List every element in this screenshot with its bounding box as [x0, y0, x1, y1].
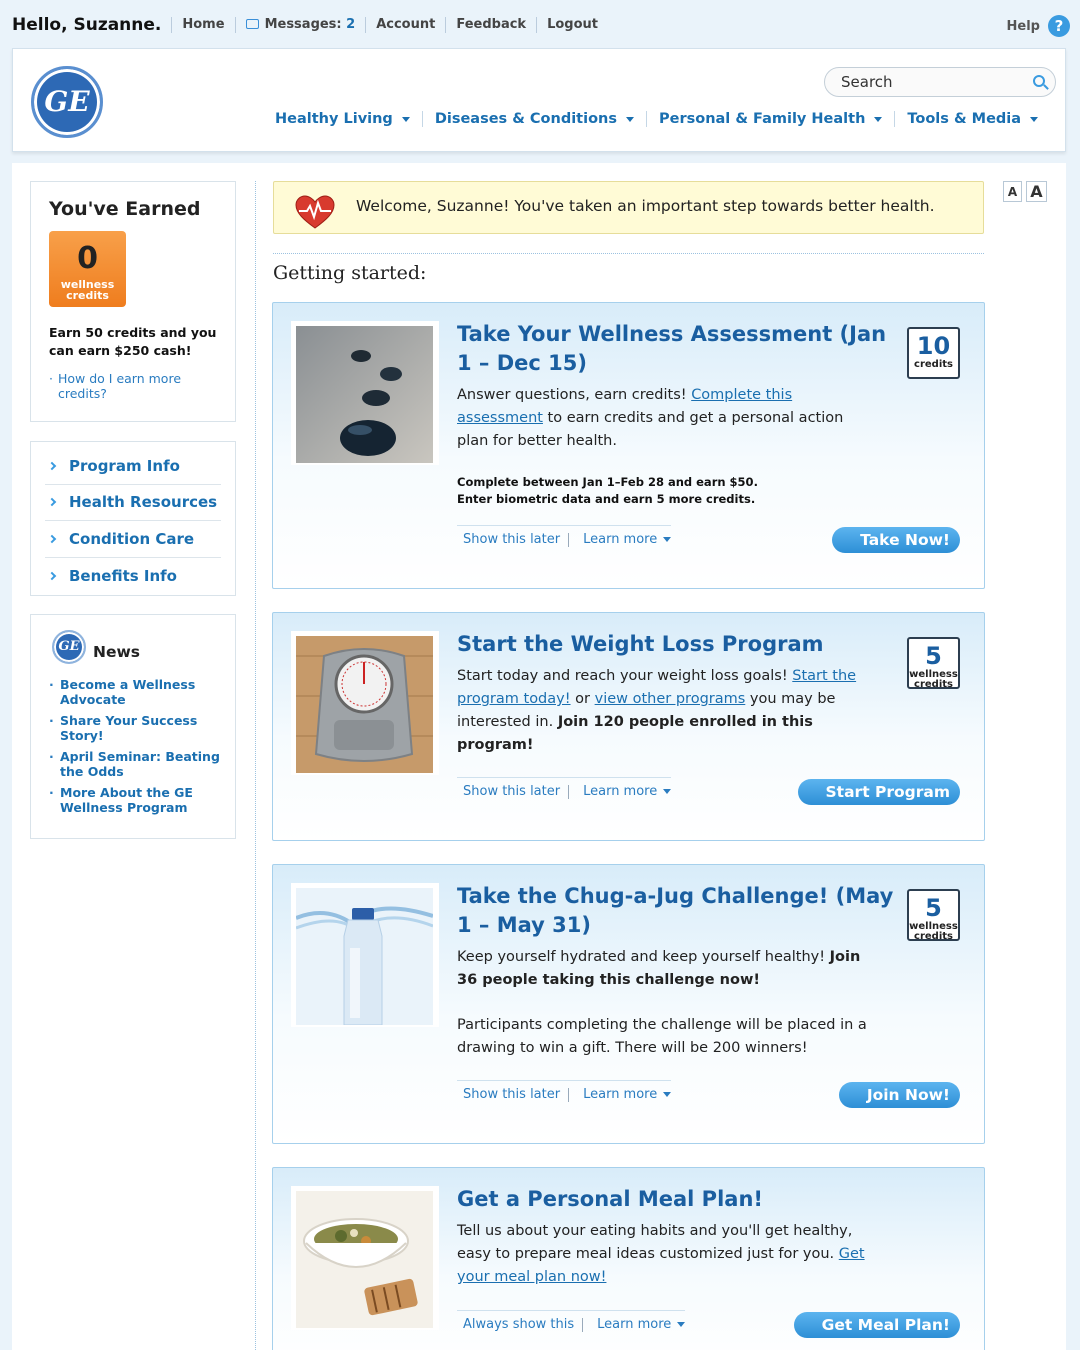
- account-link[interactable]: Account: [365, 17, 445, 33]
- chevron-right-icon: [48, 572, 56, 580]
- fine-line: Complete between Jan 1–Feb 28 and earn $50.: [457, 475, 758, 489]
- badge-number: 5: [925, 642, 942, 670]
- ge-logo-small: GE: [52, 630, 86, 664]
- help-icon: ?: [1048, 15, 1070, 37]
- card-meal-plan: [272, 1167, 985, 1350]
- chevron-down-icon: [874, 117, 882, 122]
- learn-more-label: Learn more: [583, 784, 658, 799]
- desc-text: Keep yourself hydrated and keep yourself healthy!: [457, 949, 830, 965]
- learn-more-label: Learn more: [583, 1087, 658, 1102]
- credit-count: 0: [77, 241, 98, 276]
- menu-label: Benefits Info: [69, 566, 177, 585]
- menu-program-info[interactable]: [45, 448, 221, 485]
- show-later-link[interactable]: Show this later: [457, 1088, 569, 1102]
- search-icon[interactable]: [1033, 75, 1045, 87]
- show-later-link[interactable]: Show this later: [457, 533, 569, 547]
- always-show-link[interactable]: Always show this: [457, 1318, 583, 1332]
- news-panel: [30, 614, 236, 839]
- font-size-large-button[interactable]: A: [1026, 181, 1047, 202]
- menu-label: Health Resources: [69, 493, 218, 512]
- font-size-small-button[interactable]: A: [1003, 181, 1022, 202]
- card-actions: [457, 525, 671, 547]
- site-header: [12, 48, 1066, 152]
- nav-diseases-conditions[interactable]: [422, 111, 646, 127]
- chevron-down-icon: [663, 789, 671, 794]
- desc-text: Tell us about your eating habits and you'll get healthy, easy to prepare meal ideas customized just for you.: [457, 1223, 853, 1262]
- card-description: [457, 946, 877, 992]
- news-list: [49, 677, 224, 821]
- heart-icon: [294, 195, 336, 229]
- main-nav: [275, 111, 1050, 127]
- earn-more-link[interactable]: [49, 371, 199, 401]
- top-utility-bar: [0, 0, 1080, 50]
- card-title: Take the Chug-a-Jug Challenge! (May 1 – May 31): [457, 884, 894, 937]
- nav-label: Personal & Family Health: [659, 111, 866, 127]
- help-link[interactable]: [1007, 15, 1070, 37]
- desc-text: you may be interested in.: [457, 691, 836, 730]
- get-meal-plan-link[interactable]: Get your meal plan now!: [457, 1246, 865, 1285]
- card-fine-print: [457, 474, 887, 508]
- sidebar-divider: [255, 181, 256, 1350]
- badge-label: wellness: [909, 921, 958, 932]
- chevron-down-icon: [663, 537, 671, 542]
- learn-more-link[interactable]: [569, 532, 671, 547]
- start-program-button[interactable]: Start Program: [798, 779, 960, 805]
- chevron-down-icon: [626, 117, 634, 122]
- get-meal-plan-button[interactable]: Get Meal Plan!: [794, 1312, 960, 1338]
- welcome-text: Welcome, Suzanne! You've taken an important step towards better health.: [356, 197, 935, 215]
- credit-counter: [49, 231, 126, 307]
- fine-line: Enter biometric data and earn 5 more credits.: [457, 492, 756, 506]
- meal-image: [291, 1186, 439, 1330]
- learn-more-link[interactable]: [583, 1317, 685, 1332]
- start-program-link[interactable]: Start the program today!: [457, 668, 857, 707]
- badge-label: credits: [914, 679, 953, 690]
- show-later-link[interactable]: Show this later: [457, 785, 569, 799]
- learn-more-link[interactable]: [569, 1087, 671, 1102]
- meal-illustration: [296, 1191, 433, 1328]
- messages-count: 2: [346, 17, 356, 32]
- home-link[interactable]: Home: [171, 17, 234, 33]
- menu-condition-care[interactable]: [45, 521, 221, 558]
- search-input[interactable]: [824, 67, 1056, 97]
- program-menu: [30, 441, 236, 596]
- envelope-icon: [246, 19, 259, 29]
- chevron-down-icon: [402, 117, 410, 122]
- credit-badge: [907, 889, 960, 941]
- news-item[interactable]: [49, 785, 224, 815]
- badge-label: credits: [914, 931, 953, 942]
- card-description: [457, 665, 877, 757]
- nav-label: Healthy Living: [275, 111, 393, 127]
- nav-label: Tools & Media: [907, 111, 1022, 127]
- bullet: ·: [49, 713, 54, 728]
- desc-bold: Join 36 people taking this challenge now!: [457, 949, 861, 988]
- bullet: ·: [49, 749, 54, 764]
- card-title: Start the Weight Loss Program: [457, 632, 824, 656]
- desc-text: Start today and reach your weight loss goals!: [457, 668, 793, 684]
- learn-more-label: Learn more: [583, 532, 658, 547]
- search-placeholder: Search: [841, 73, 893, 91]
- desc-bold: Join 120 people enrolled in this program!: [457, 714, 813, 753]
- desc-text: or: [570, 691, 595, 707]
- card-title: Take Your Wellness Assessment (Jan 1 – Dec 15): [457, 322, 887, 375]
- chevron-down-icon: [677, 1322, 685, 1327]
- badge-label: wellness: [909, 669, 958, 680]
- card-wellness-assessment: [272, 302, 985, 589]
- news-label: Become a Wellness Advocate: [60, 677, 196, 707]
- feedback-link[interactable]: Feedback: [445, 17, 536, 33]
- earned-panel: [30, 181, 236, 422]
- earn-text: Earn 50 credits and you can earn $250 cash!: [49, 325, 217, 358]
- menu-health-resources[interactable]: [45, 485, 221, 522]
- nav-label: Diseases & Conditions: [434, 111, 617, 127]
- scale-illustration: [296, 636, 433, 773]
- news-label: More About the GE Wellness Program: [60, 785, 193, 815]
- messages-link[interactable]: [235, 17, 366, 33]
- badge-number: 10: [916, 332, 951, 360]
- desc-text: to earn credits and get a personal action plan for better health.: [457, 410, 844, 449]
- news-title: News: [93, 643, 141, 661]
- card-chug-a-jug: [272, 864, 985, 1144]
- help-label: Help: [1006, 18, 1040, 34]
- news-item[interactable]: [49, 713, 224, 743]
- card-actions: [457, 1310, 685, 1332]
- nav-healthy-living[interactable]: [275, 111, 422, 127]
- news-label: April Seminar: Beating the Odds: [60, 749, 220, 779]
- credit-badge: [907, 637, 960, 689]
- view-other-programs-link[interactable]: view other programs: [594, 691, 746, 707]
- nav-personal-family-health[interactable]: [646, 111, 894, 127]
- scale-image: [291, 631, 439, 775]
- complete-assessment-link[interactable]: Complete this assessment: [457, 387, 793, 426]
- getting-started-heading: Getting started:: [273, 262, 427, 284]
- card-description: [457, 1220, 877, 1289]
- news-item[interactable]: [49, 677, 224, 707]
- card-title: Get a Personal Meal Plan!: [457, 1187, 763, 1211]
- divider: [273, 253, 984, 254]
- join-now-button[interactable]: Join Now!: [839, 1082, 960, 1108]
- menu-label: Condition Care: [69, 529, 195, 548]
- credit-label-1: wellness: [60, 278, 115, 291]
- card-description-2: Participants completing the challenge will be placed in a drawing to win a gift. There will be 200 winners!: [457, 1017, 867, 1056]
- news-label: Share Your Success Story!: [60, 713, 198, 743]
- credit-label-2: credits: [66, 289, 109, 302]
- badge-number: 5: [925, 894, 942, 922]
- card-weight-loss: [272, 612, 985, 841]
- logout-link[interactable]: Logout: [536, 17, 608, 33]
- chevron-right-icon: [48, 498, 56, 506]
- menu-label: Program Info: [69, 456, 180, 475]
- learn-more-label: Learn more: [597, 1317, 672, 1332]
- desc-text: Answer questions, earn credits!: [457, 387, 692, 403]
- water-bottle-image: [291, 883, 439, 1027]
- earn-more-label: How do I earn more credits?: [58, 371, 182, 401]
- chevron-down-icon: [663, 1092, 671, 1097]
- take-now-button[interactable]: Take Now!: [832, 527, 960, 553]
- stones-illustration: [296, 326, 433, 463]
- news-item[interactable]: [49, 749, 224, 779]
- chevron-down-icon: [1030, 117, 1038, 122]
- card-actions: [457, 1080, 671, 1102]
- badge-label: credits: [914, 359, 953, 370]
- welcome-banner: [273, 181, 984, 234]
- learn-more-link[interactable]: [569, 784, 671, 799]
- water-bottle-illustration: [296, 888, 433, 1025]
- credit-badge: [907, 327, 960, 379]
- bullet: ·: [49, 371, 53, 386]
- stones-image: [291, 321, 439, 465]
- bullet: ·: [49, 677, 54, 692]
- card-description: [457, 384, 877, 453]
- ge-logo[interactable]: GE: [31, 66, 103, 138]
- chevron-right-icon: [48, 462, 56, 470]
- bullet: ·: [49, 785, 54, 800]
- messages-label: Messages:: [264, 17, 342, 32]
- font-size-controls: [1003, 181, 1047, 202]
- earned-title: You've Earned: [49, 198, 201, 220]
- menu-benefits-info[interactable]: [45, 558, 221, 595]
- greeting: Hello, Suzanne.: [12, 15, 162, 35]
- nav-tools-media[interactable]: [894, 111, 1050, 127]
- chevron-right-icon: [48, 535, 56, 543]
- card-actions: [457, 777, 671, 799]
